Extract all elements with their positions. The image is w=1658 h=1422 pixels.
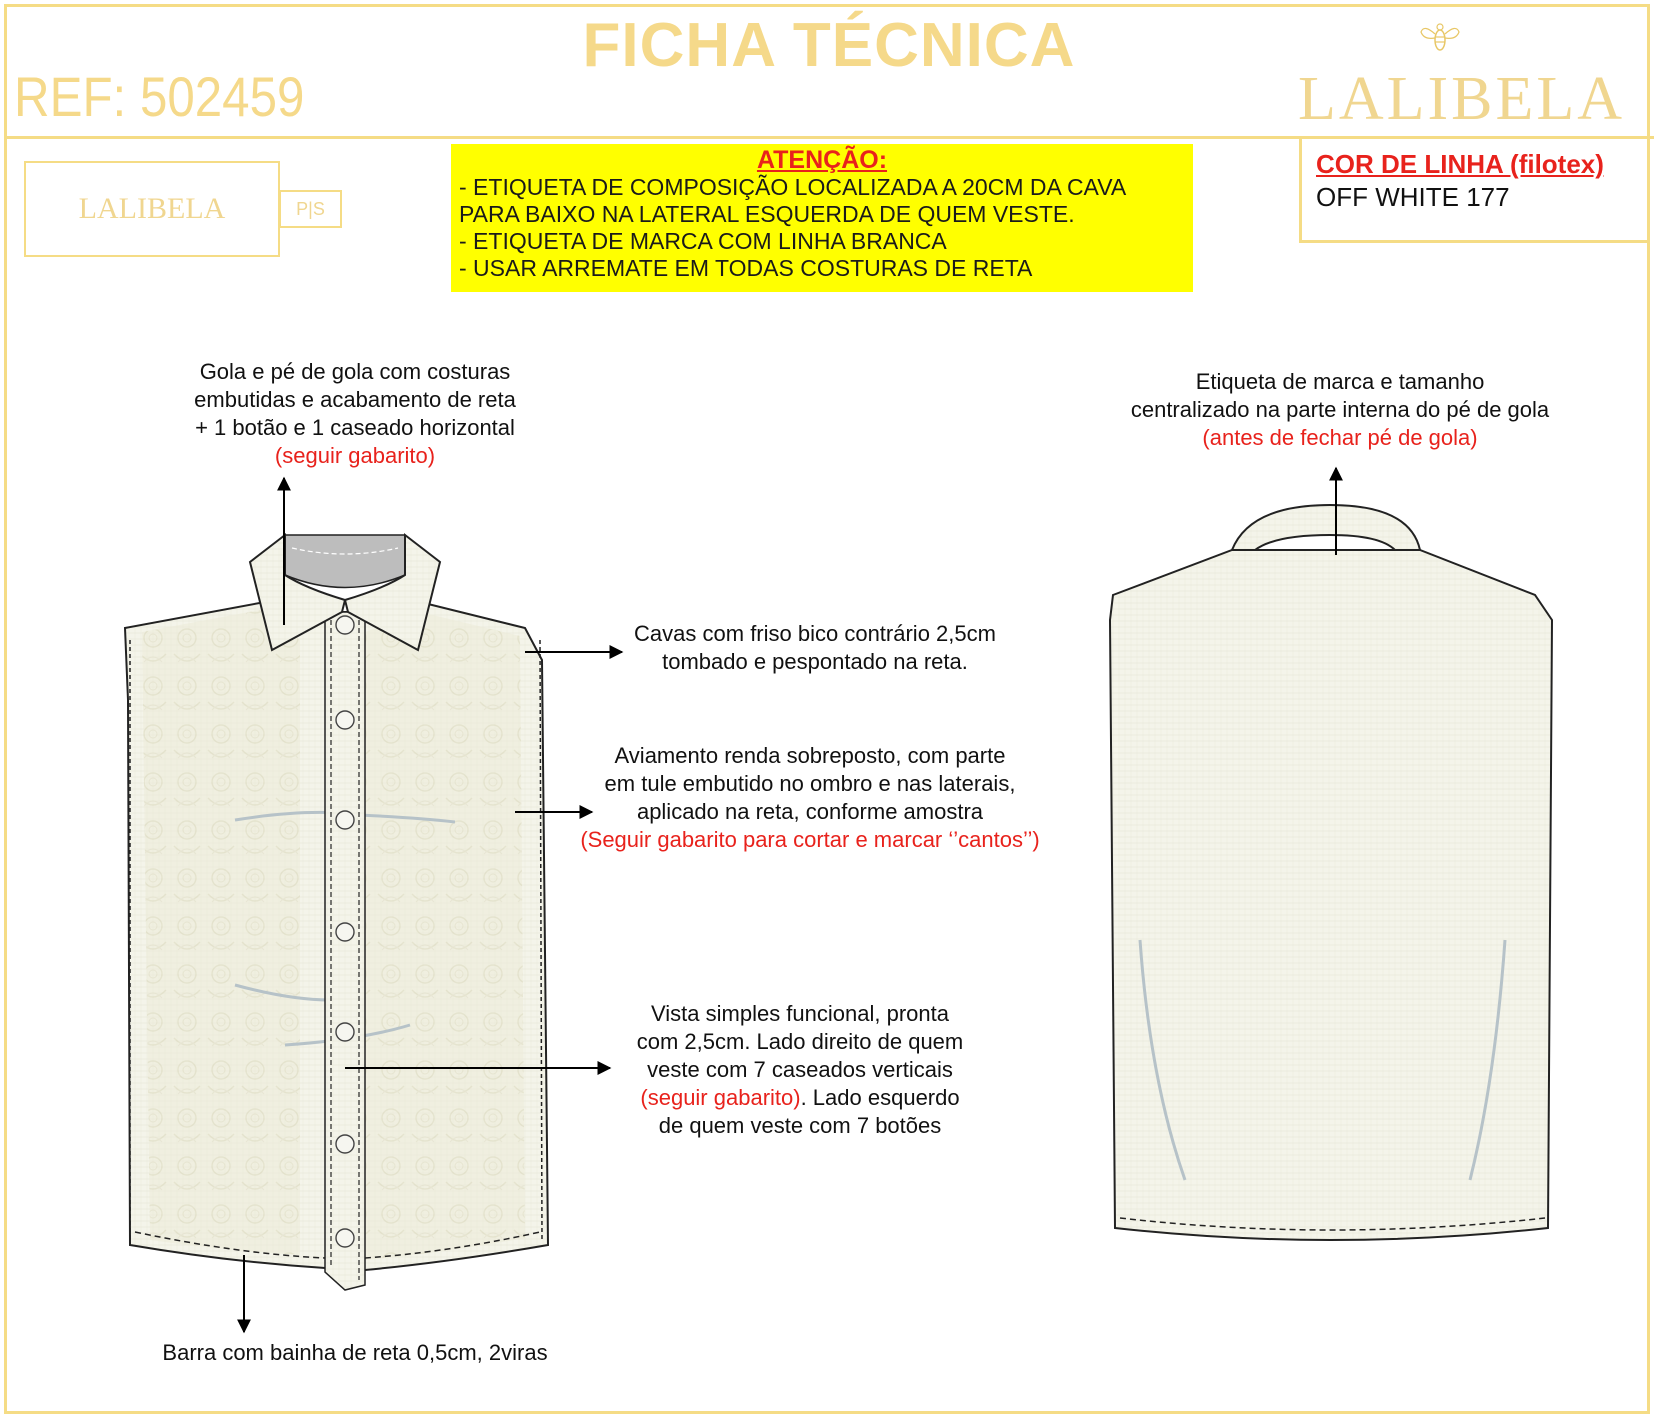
front-collar-stand [285, 535, 405, 588]
front-lace-left [142, 610, 300, 1255]
brand-logo: LALIBELA [1298, 65, 1626, 133]
size-label-preview: P|S [279, 190, 342, 228]
note-hem [130, 1339, 580, 1367]
front-lace-right [365, 612, 525, 1260]
attention-line: - ETIQUETA DE COMPOSIÇÃO LOCALIZADA A 20CM DA CAVA [459, 174, 1127, 200]
attention-line: PARA BAIXO NA LATERAL ESQUERDA DE QUEM VESTE. [459, 201, 1075, 227]
note-line: Barra com bainha de reta 0,5cm, 2viras [162, 1340, 548, 1365]
note-line: centralizado na parte interna do pé de gola [1130, 397, 1550, 422]
note-line-red: (antes de fechar pé de gola) [1202, 425, 1478, 450]
page-title: FICHA TÉCNICA [582, 11, 1076, 80]
note-collar [150, 358, 560, 470]
note-line: tombado e pespontado na reta. [662, 649, 968, 674]
note-line [600, 1084, 1000, 1112]
note-line: + 1 botão e 1 caseado horizontal [195, 415, 515, 440]
attention-title: ATENÇÃO: [756, 146, 888, 174]
note-line: Cavas com friso bico contrário 2,5cm [634, 621, 996, 646]
back-shirt-drawing [1110, 505, 1552, 1240]
note-placket [600, 1000, 1000, 1140]
note-line: aplicado na reta, conforme amostra [636, 799, 984, 824]
note-line: veste com 7 caseados verticais [647, 1057, 953, 1082]
note-line-red: (Seguir gabarito para cortar e marcar ‘’cantos’’) [580, 827, 1040, 852]
note-back-label [1100, 368, 1580, 452]
button-icon [336, 616, 354, 634]
note-line-red: (seguir gabarito) [274, 443, 436, 468]
button-icon [336, 1135, 354, 1153]
note-line: Vista simples funcional, pronta [651, 1001, 949, 1026]
brand-label-preview: LALIBELA [24, 161, 280, 257]
button-icon [336, 711, 354, 729]
button-icon [336, 923, 354, 941]
attention-line: - USAR ARREMATE EM TODAS COSTURAS DE RETA [459, 255, 1033, 281]
button-icon [336, 1229, 354, 1247]
note-armhole [600, 620, 1030, 676]
note-line: em tule embutido no ombro e nas laterais, [604, 771, 1016, 796]
note-line: Aviamento renda sobreposto, com parte [614, 743, 1006, 768]
note-lace [535, 742, 1085, 854]
button-icon [336, 1023, 354, 1041]
thread-color-value: OFF WHITE 177 [1316, 182, 1510, 212]
back-shirt-body [1110, 550, 1552, 1240]
note-line: Gola e pé de gola com costuras [199, 359, 511, 384]
back-collar-stand [1232, 505, 1420, 550]
reference-code: REF: 502459 [14, 65, 305, 128]
note-line: Etiqueta de marca e tamanho [1195, 369, 1485, 394]
note-line-rest: . Lado esquerdo [800, 1085, 960, 1110]
note-line: de quem veste com 7 botões [658, 1113, 942, 1138]
attention-line: - ETIQUETA DE MARCA COM LINHA BRANCA [459, 228, 947, 254]
note-line: embutidas e acabamento de reta [194, 387, 516, 412]
button-icon [336, 811, 354, 829]
thread-color-title: COR DE LINHA (filotex) [1316, 149, 1604, 179]
note-line-red: (seguir gabarito) [640, 1085, 801, 1110]
front-shirt-drawing [125, 535, 548, 1290]
note-line: com 2,5cm. Lado direito de quem [636, 1029, 964, 1054]
